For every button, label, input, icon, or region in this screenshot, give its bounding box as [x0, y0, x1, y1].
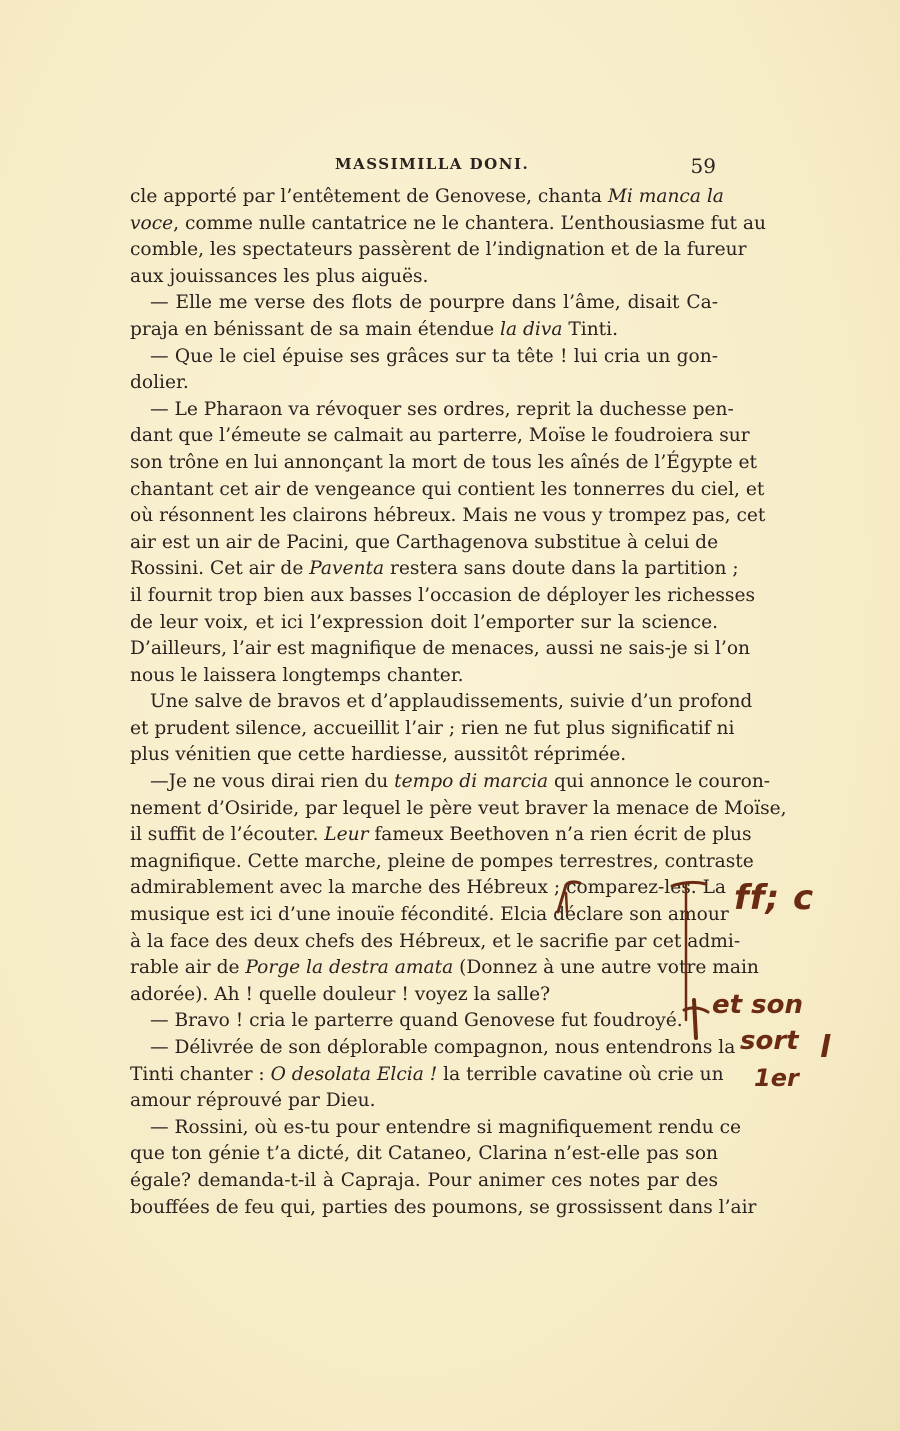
text-line	[130, 290, 718, 317]
text-run: — Que le ciel épuise ses grâces sur ta tête ! lui cria un gon-	[150, 345, 718, 367]
text-run: —Je ne vous dirai rien du	[150, 771, 395, 793]
text-line	[130, 902, 729, 929]
text-run: nous le laissera longtemps chanter.	[130, 664, 464, 686]
text-line	[130, 1141, 718, 1168]
text-run: de leur voix, et ici l’expression doit l’emporter sur la science.	[130, 611, 718, 633]
italic-run: Paventa	[309, 558, 385, 580]
italic-run: tempo di marcia	[394, 771, 549, 793]
text-run: la terrible cavatine où crie un	[437, 1063, 724, 1085]
text-line	[130, 716, 735, 743]
margin-note-5: 1er	[754, 1064, 799, 1092]
text-line	[130, 929, 741, 956]
text-run: admirablement avec la marche des Hébreux ; comparez-les. La	[130, 877, 727, 899]
text-line	[130, 530, 718, 557]
text-line	[130, 1195, 757, 1222]
text-run: chantant cet air de vengeance qui contient les tonnerres du ciel, et	[130, 478, 765, 500]
page-header	[130, 155, 718, 181]
margin-note-1: ff; c	[734, 878, 815, 918]
text-run: Une salve de bravos et d’applaudissements, suivie d’un profond	[150, 691, 753, 713]
text-run: air est un air de Pacini, que Carthagenova substitue à celui de	[130, 531, 719, 553]
text-run: où résonnent les clairons hébreux. Mais ne vous y trompez pas, cet	[130, 505, 766, 527]
text-line	[130, 663, 718, 690]
text-line	[130, 503, 766, 530]
text-run: qui annonce le couron-	[548, 771, 771, 793]
margin-note-4: l	[820, 1030, 831, 1065]
text-line	[130, 1088, 718, 1115]
text-line	[130, 796, 787, 823]
text-line	[130, 1008, 718, 1035]
text-line	[130, 822, 752, 849]
text-run: restera sans doute dans la partition ;	[384, 558, 739, 580]
text-run: praja en bénissant de sa main étendue	[130, 318, 501, 340]
text-run: magnifique. Cette marche, pleine de pompes terrestres, contraste	[130, 850, 754, 872]
text-line	[130, 450, 758, 477]
text-line	[130, 556, 739, 583]
running-title: MASSIMILLA DONI.	[335, 155, 530, 173]
text-line	[130, 211, 766, 238]
text-run: aux jouissances les plus aiguës.	[130, 265, 429, 287]
italic-run: Porge la destra amata	[245, 957, 454, 979]
text-line	[130, 477, 765, 504]
italic-run: Mi manca la	[607, 186, 724, 207]
text-run: égale? demanda-t-il à Capraja. Pour animer ces notes par des	[130, 1169, 718, 1191]
text-line	[130, 370, 718, 397]
text-line	[130, 344, 718, 371]
text-run: — Elle me verse des flots de pourpre dans l’âme, disait Ca-	[150, 292, 718, 314]
text-line	[130, 237, 747, 264]
text-run: , comme nulle cantatrice ne le chantera. L’enthousiasme fut au	[173, 212, 766, 234]
margin-note-2: et son	[712, 990, 803, 1020]
text-line	[130, 583, 756, 610]
text-run: que ton génie t’a dicté, dit Cataneo, Clarina n’est-elle pas son	[130, 1143, 718, 1165]
text-line	[130, 875, 727, 902]
text-line	[130, 982, 718, 1009]
text-line	[130, 264, 718, 291]
text-line	[130, 849, 754, 876]
italic-run: voce	[130, 212, 174, 234]
text-run: bouffées de feu qui, parties des poumons, se grossissent dans l’air	[130, 1196, 757, 1218]
text-line	[130, 1168, 718, 1195]
text-run: — Rossini, où es-tu pour entendre si magnifiquement rendu ce	[150, 1116, 742, 1138]
italic-run: la diva	[500, 318, 563, 340]
text-run: plus vénitien que cette hardiesse, aussitôt réprimée.	[130, 744, 627, 766]
text-run: nement d’Osiride, par lequel le père veut braver la menace de Moïse,	[130, 797, 787, 819]
text-line	[130, 742, 718, 769]
text-run: Rossini. Cet air de	[130, 558, 310, 580]
text-run: fameux Beethoven n’a rien écrit de plus	[368, 824, 752, 846]
text-line	[130, 610, 718, 637]
text-run: il suffit de l’écouter.	[130, 824, 325, 846]
text-run: adorée). Ah ! quelle douleur ! voyez la salle?	[130, 983, 551, 1005]
text-line	[130, 397, 734, 424]
text-line	[130, 955, 759, 982]
text-line	[130, 1115, 742, 1142]
text-run: — Délivrée de son déplorable compagnon, nous entendrons la	[150, 1037, 736, 1058]
text-line	[130, 1035, 736, 1062]
text-line	[130, 636, 751, 663]
italic-run: O desolata Elcia !	[270, 1063, 438, 1085]
text-run: cle apporté par l’entêtement de Genovese, chanta	[130, 186, 608, 207]
text-run: et prudent silence, accueillit l’air ; rien ne fut plus significatif ni	[130, 717, 735, 739]
text-run: dolier.	[130, 372, 189, 394]
text-run: comble, les spectateurs passèrent de l’indignation et de la fureur	[130, 239, 747, 261]
text-line	[130, 769, 771, 796]
text-run: à la face des deux chefs des Hébreux, et le sacrifie par cet admi-	[130, 930, 741, 952]
text-line	[130, 423, 750, 450]
page-number: 59	[690, 154, 716, 178]
italic-run: Leur	[324, 824, 369, 846]
text-run: D’ailleurs, l’air est magnifique de menaces, aussi ne sais-je si l’on	[130, 638, 751, 660]
text-run: dant que l’émeute se calmait au parterre, Moïse le foudroiera sur	[130, 425, 750, 447]
margin-note-3: sort	[740, 1026, 799, 1056]
text-line	[130, 689, 753, 716]
text-line	[130, 317, 718, 344]
text-run: musique est ici d’une inouïe fécondité. Elcia déclare son amour	[130, 904, 729, 926]
text-run: Tinti.	[562, 318, 619, 340]
text-run: Tinti chanter :	[130, 1063, 271, 1085]
text-run: son trône en lui annonçant la mort de tous les aînés de l’Égypte et	[130, 451, 758, 473]
text-run: — Le Pharaon va révoquer ses ordres, reprit la duchesse pen-	[150, 398, 734, 420]
text-line	[130, 184, 724, 211]
text-run: il fournit trop bien aux basses l’occasion de déployer les richesses	[130, 584, 756, 606]
text-run: amour réprouvé par Dieu.	[130, 1090, 376, 1112]
text-run: rable air de	[130, 957, 246, 979]
text-line	[130, 1062, 724, 1089]
text-run: — Bravo ! cria le parterre quand Genovese fut foudroyé.	[150, 1010, 683, 1032]
text-run: (Donnez à une autre votre main	[453, 957, 759, 979]
